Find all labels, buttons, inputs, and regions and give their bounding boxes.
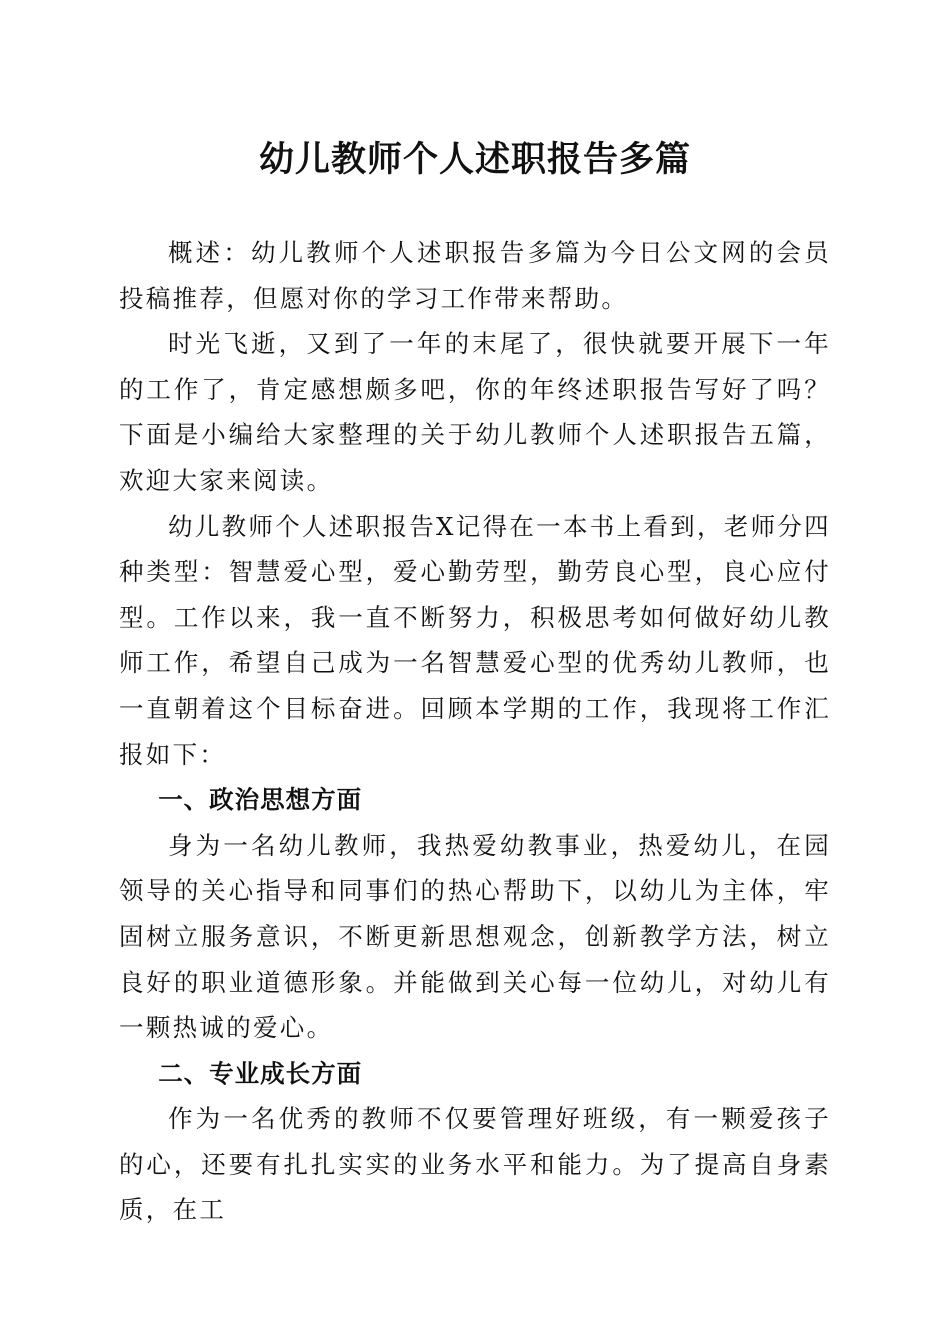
section-paragraph-professional: 作为一名优秀的教师不仅要管理好班级，有一颗爱孩子的心，还要有扎扎实实的业务水平和能力。为了提高自身素质，在工 xyxy=(119,1104,831,1225)
summary-paragraph: 概述：幼儿教师个人述职报告多篇为今日公文网的会员投稿推荐，但愿对你的学习工作带来帮助。 xyxy=(119,238,831,313)
document-body xyxy=(119,230,831,1233)
report-opening-paragraph: 幼儿教师个人述职报告X记得在一本书上看到，老师分四种类型：智慧爱心型，爱心勤劳型，勤劳良心型，良心应付型。工作以来，我一直不断努力，积极思考如何做好幼儿教师工作，希望自己成为一名智慧爱心型的优秀幼儿教师，也一直朝着这个目标奋进。回顾本学期的工作，我现将工作汇报如下： xyxy=(119,511,831,769)
intro-paragraph: 时光飞逝，又到了一年的末尾了，很快就要开展下一年的工作了，肯定感想颇多吧，你的年终述职报告写好了吗？下面是小编给大家整理的关于幼儿教师个人述职报告五篇，欢迎大家来阅读。 xyxy=(119,329,831,495)
section-heading-political: 一、政治思想方面 xyxy=(158,785,363,815)
section-heading-professional: 二、专业成长方面 xyxy=(158,1058,363,1088)
section-paragraph-political: 身为一名幼儿教师，我热爱幼教事业，热爱幼儿，在园领导的关心指导和同事们的热心帮助下，以幼儿为主体，牢固树立服务意识，不断更新思想观念，创新教学方法，树立良好的职业道德形象。并能做到关心每一位幼儿，对幼儿有一颗热诚的爱心。 xyxy=(119,830,831,1043)
document-title: 幼儿教师个人述职报告多篇 xyxy=(258,139,691,180)
